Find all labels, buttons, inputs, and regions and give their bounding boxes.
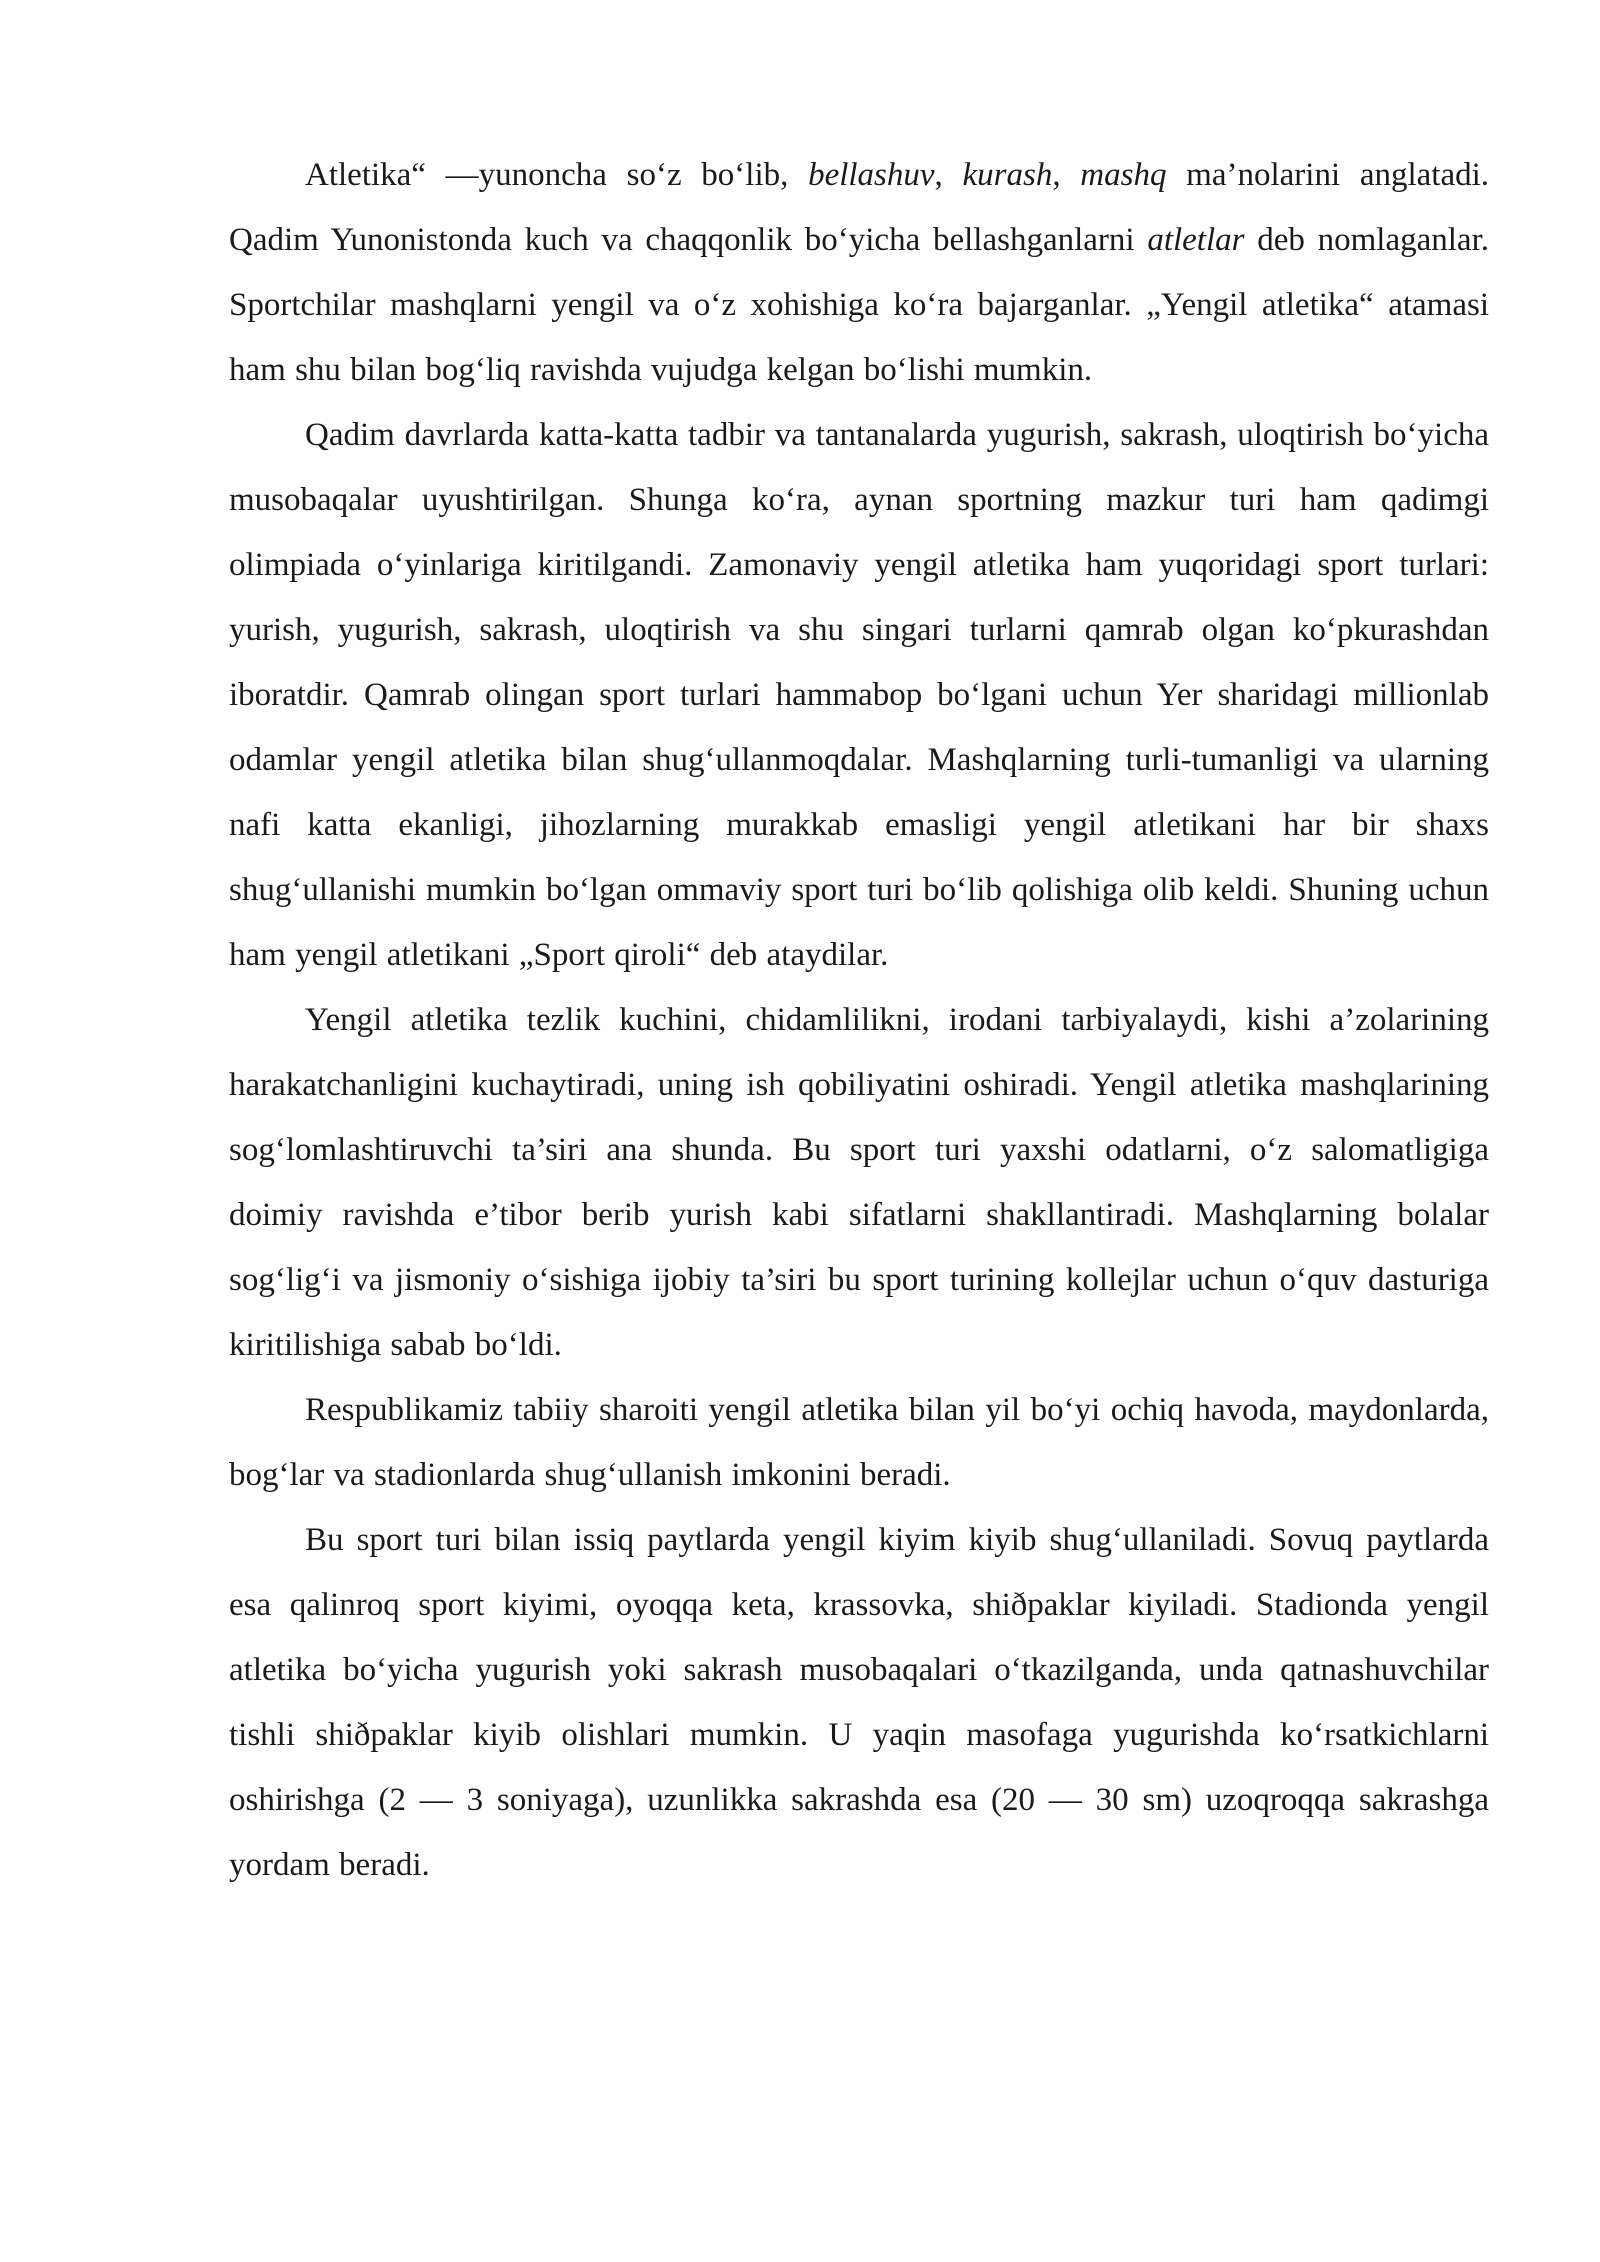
- text-run: Yengil atletika tezlik kuchini, chidamlilikni, irodani tarbiyalaydi, kishi a’zolarining harakatchanligini kuchaytiradi, uning ish qobiliyatini oshiradi. Yengil atletika mashqlarining sog‘lomlashtiruvchi ta’siri ana shunda. Bu sport turi yaxshi odatlarni, o‘z salomatligiga doimiy ravishda e’tibor berib yurish kabi sifatlarni shakllantiradi. Mashqlarning bolalar sog‘lig‘i va jismoniy o‘sishiga ijobiy ta’siri bu sport turining kollejlar uchun o‘quv dasturiga kiritilishiga sabab bo‘ldi.: [229, 1002, 1489, 1363]
- text-run: ma’nolarini anglatadi. Qadim Yunonistonda kuch va chaqqonlik bo‘yicha bellashganlarni: [229, 157, 1490, 258]
- text-run: Bu sport turi bilan issiq paytlarda yengil kiyim kiyib shug‘ullaniladi. Sovuq paytlarda esa qalinroq sport kiyimi, oyoqqa keta, krassovka, shiðpaklar kiyiladi. Stadionda yengil atletika bo‘yicha yugurish yoki sakrash musobaqalari o‘tkazilganda, unda qatnashuvchilar tishli shiðpaklar kiyib olishlari mumkin. U yaqin masofaga yugurishda ko‘rsatkichlarni oshirishga (2 — 3 soniyaga), uzunlikka sakrashda esa (20 — 30 sm) uzoqroqqa sakrashga yordam beradi.: [229, 1522, 1489, 1883]
- italic-term-atletlar: atletlar: [1147, 222, 1245, 258]
- text-run: deb nomlaganlar. Sportchilar mashqlarni yengil va o‘z xohishiga ko‘ra bajarganlar. „Yengil atletika“ atamasi ham shu bilan bog‘liq ravishda vujudga kelgan bo‘lishi mumkin.: [229, 222, 1489, 388]
- paragraph-3: [229, 988, 1489, 1378]
- document-body: [229, 143, 1489, 1898]
- paragraph-1: [229, 143, 1489, 403]
- italic-term-kurash: kurash: [962, 157, 1053, 193]
- text-run: ,: [1052, 157, 1081, 193]
- text-run: Atletika“ —yunoncha so‘z bo‘lib,: [305, 157, 809, 193]
- paragraph-5: [229, 1508, 1489, 1898]
- italic-term-mashq: mashq: [1080, 157, 1167, 193]
- text-run: Respublikamiz tabiiy sharoiti yengil atletika bilan yil bo‘yi ochiq havoda, maydonlarda, bog‘lar va stadionlarda shug‘ullanish imkonini beradi.: [229, 1392, 1489, 1493]
- italic-term-bellashuv: bellashuv: [808, 157, 935, 193]
- text-run: Qadim davrlarda katta-katta tadbir va tantanalarda yugurish, sakrash, uloqtirish bo‘yicha musobaqalar uyushtirilgan. Shunga ko‘ra, aynan sportning mazkur turi ham qadimgi olimpiada o‘yinlariga kiritilgandi. Zamonaviy yengil atletika ham yuqoridagi sport turlari: yurish, yugurish, sakrash, uloqtirish va shu singari turlarni qamrab olgan ko‘pkurashdan iboratdir. Qamrab olingan sport turlari hammabop bo‘lgani uchun Yer sharidagi millionlab odamlar yengil atletika bilan shug‘ullanmoqdalar. Mashqlarning turli-tumanligi va ularning nafi katta ekanligi, jihozlarning murakkab emasligi yengil atletikani har bir shaxs shug‘ullanishi mumkin bo‘lgan ommaviy sport turi bo‘lib qolishiga olib keldi. Shuning uchun ham yengil atletikani „Sport qiroli“ deb ataydilar.: [229, 417, 1489, 973]
- paragraph-4: [229, 1378, 1489, 1508]
- text-run: ,: [934, 157, 963, 193]
- paragraph-2: [229, 403, 1489, 988]
